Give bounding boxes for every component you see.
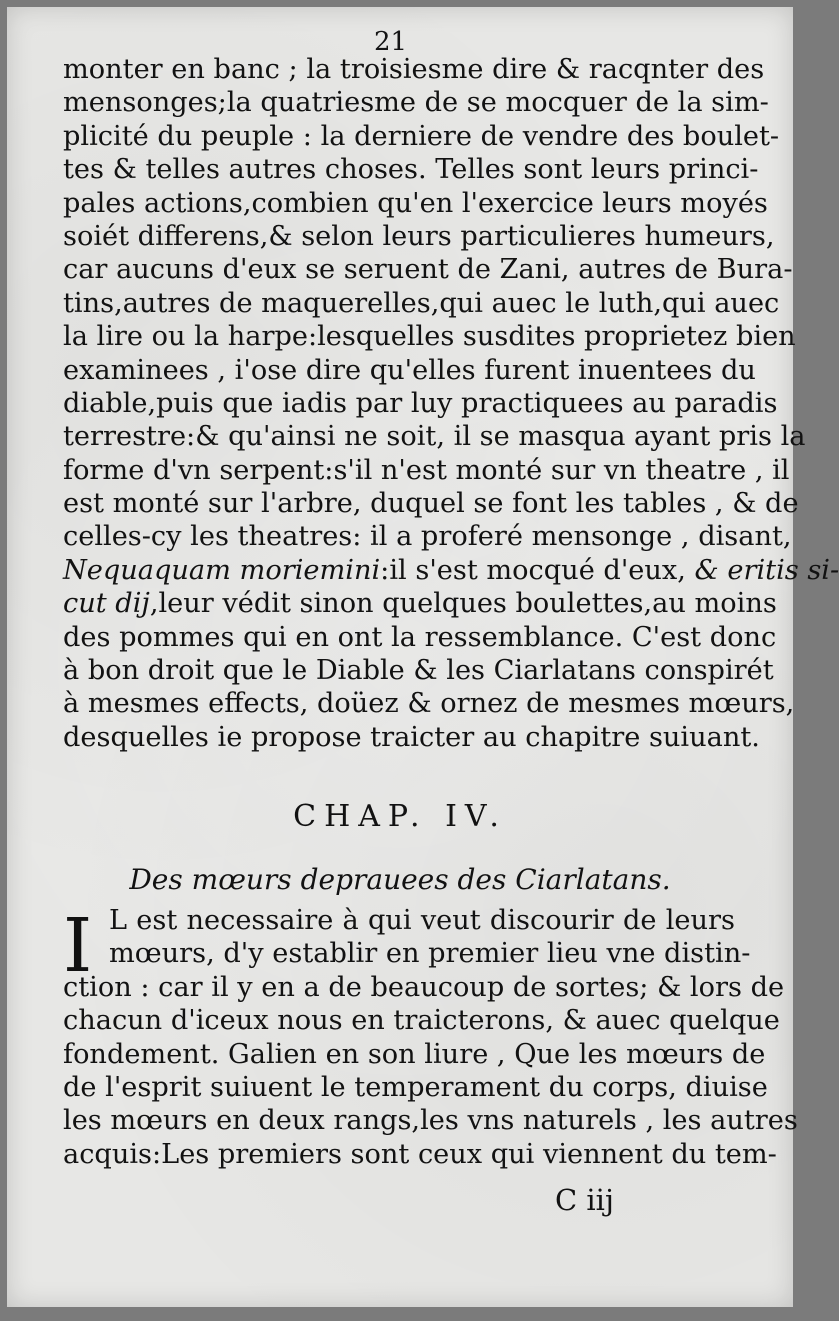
body-line-3: ction : car il y en a de beaucoup de sortes; & lors de — [63, 971, 785, 1003]
body-line-4: chacun d'iceux nous en traicterons, & auec quelque — [63, 1005, 780, 1037]
text-line-4: tes & telles autres choses. Telles sont leurs princi- — [63, 154, 759, 186]
latin-quote-phrase-2: & eritis si- — [694, 554, 839, 586]
text-line-7: car aucuns d'eux se seruent de Zani, autres de Bura- — [63, 254, 793, 286]
chapter-body-text — [63, 903, 798, 1171]
text-line-11: diable,puis que iadis par luy practiquees au paradis — [63, 387, 778, 419]
text-line-8: tins,autres de maquerelles,qui auec le luth,qui auec — [63, 287, 780, 319]
text-line-18: des pommes qui en ont la ressemblance. C'est donc — [63, 621, 777, 653]
text-line-9: la lire ou la harpe:lesquelles susdites proprietez bien — [63, 321, 796, 353]
signature-mark: C iij — [555, 1183, 614, 1217]
text-line-12: terrestre:& qu'ainsi ne soit, il se masqua ayant pris la — [63, 421, 806, 453]
text-line-2: mensonges;la quatriesme de se mocquer de la sim- — [63, 87, 769, 119]
text-line-17-roman: ,leur védit sinon quelques boulettes,au moins — [149, 588, 777, 620]
text-line-20: à mesmes effects, doüez & ornez de mesmes mœurs, — [63, 688, 795, 720]
body-line-7: les mœurs en deux rangs,les vns naturels , les autres — [63, 1105, 798, 1137]
body-line-2: mœurs, d'y establir en premier lieu vne distin- — [109, 938, 751, 970]
drop-cap-letter: I — [63, 903, 93, 989]
text-line-14: est monté sur l'arbre, duquel se font les tables , & de — [63, 488, 799, 520]
body-line-8: acquis:Les premiers sont ceux qui viennent du tem- — [63, 1138, 777, 1170]
latin-quote-continuation: cut dij — [63, 588, 150, 620]
text-line-5: pales actions,combien qu'en l'exercice leurs moyés — [63, 187, 768, 219]
latin-quotation-line — [63, 554, 839, 587]
body-line-5: fondement. Galien en son liure , Que les mœurs de — [63, 1038, 766, 1070]
text-line-13: forme d'vn serpent:s'il n'est monté sur vn theatre , il — [63, 454, 790, 486]
chapter-heading: CHAP. IV. — [293, 799, 507, 834]
body-line-6: de l'esprit suiuent le temperament du corps, diuise — [63, 1071, 768, 1103]
text-line-21: desquelles ie propose traicter au chapitre suiuant. — [63, 721, 760, 753]
text-line-17 — [63, 587, 777, 620]
body-line-1: L est necessaire à qui veut discourir de leurs — [109, 905, 735, 936]
text-line-15: celles-cy les theatres: il a proferé mensonge , disant, — [63, 521, 792, 553]
text-line-6: soiét differens,& selon leurs particulieres humeurs, — [63, 220, 775, 252]
book-page — [7, 7, 839, 1307]
chapter-subtitle: Des mœurs deprauees des Ciarlatans. — [129, 863, 671, 896]
latin-line-roman-text: :il s'est mocqué d'eux, — [380, 554, 695, 586]
latin-quote-phrase: Nequaquam moriemini — [63, 554, 381, 586]
page-number: 21 — [374, 27, 408, 57]
text-line-1: monter en banc ; la troisiesme dire & racqnter des — [63, 54, 765, 85]
top-text-block — [63, 53, 839, 754]
text-line-19: à bon droit que le Diable & les Ciarlatans conspirét — [63, 655, 774, 687]
text-line-3: plicité du peuple : la derniere de vendre des boulet- — [63, 120, 780, 152]
text-line-10: examinees , i'ose dire qu'elles furent inuentees du — [63, 354, 756, 386]
